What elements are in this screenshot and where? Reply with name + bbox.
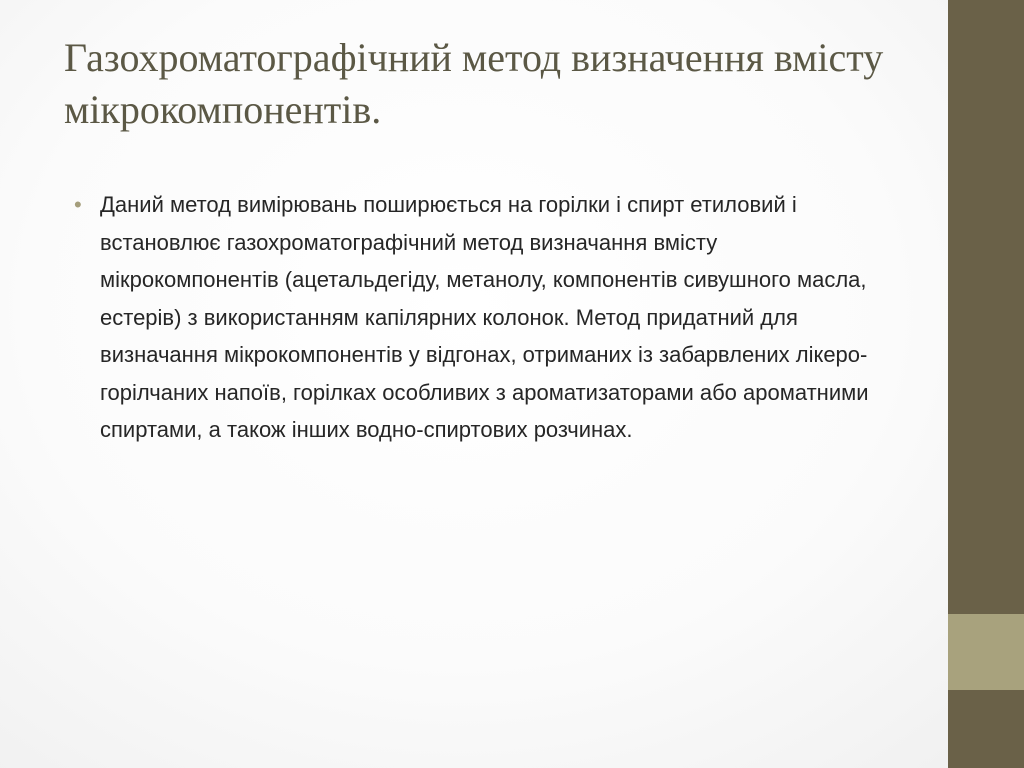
side-decoration-accent <box>948 614 1024 690</box>
bullet-text: Даний метод вимірювань поширюється на горілки і спирт етиловий і встановлює газохроматографічний метод визначання вмісту мікрокомпонентів (ацетальдегіду, метанолу, компонентів сивушного масла, естерів) з використанням капілярних колонок. Метод придатний для визначання мікрокомпонентів у відгонах, отриманих із забарвлених лікеро-горілчаних напоїв, горілках особливих з ароматизаторами або ароматними спиртами, а також інших водно-спиртових розчинах. <box>100 192 869 442</box>
bullet-marker: • <box>74 192 82 217</box>
bullet-item <box>74 186 894 449</box>
bullet-list <box>74 186 894 449</box>
slide-title: Газохроматографічний метод визначення вмісту мікрокомпонентів. <box>64 35 884 132</box>
